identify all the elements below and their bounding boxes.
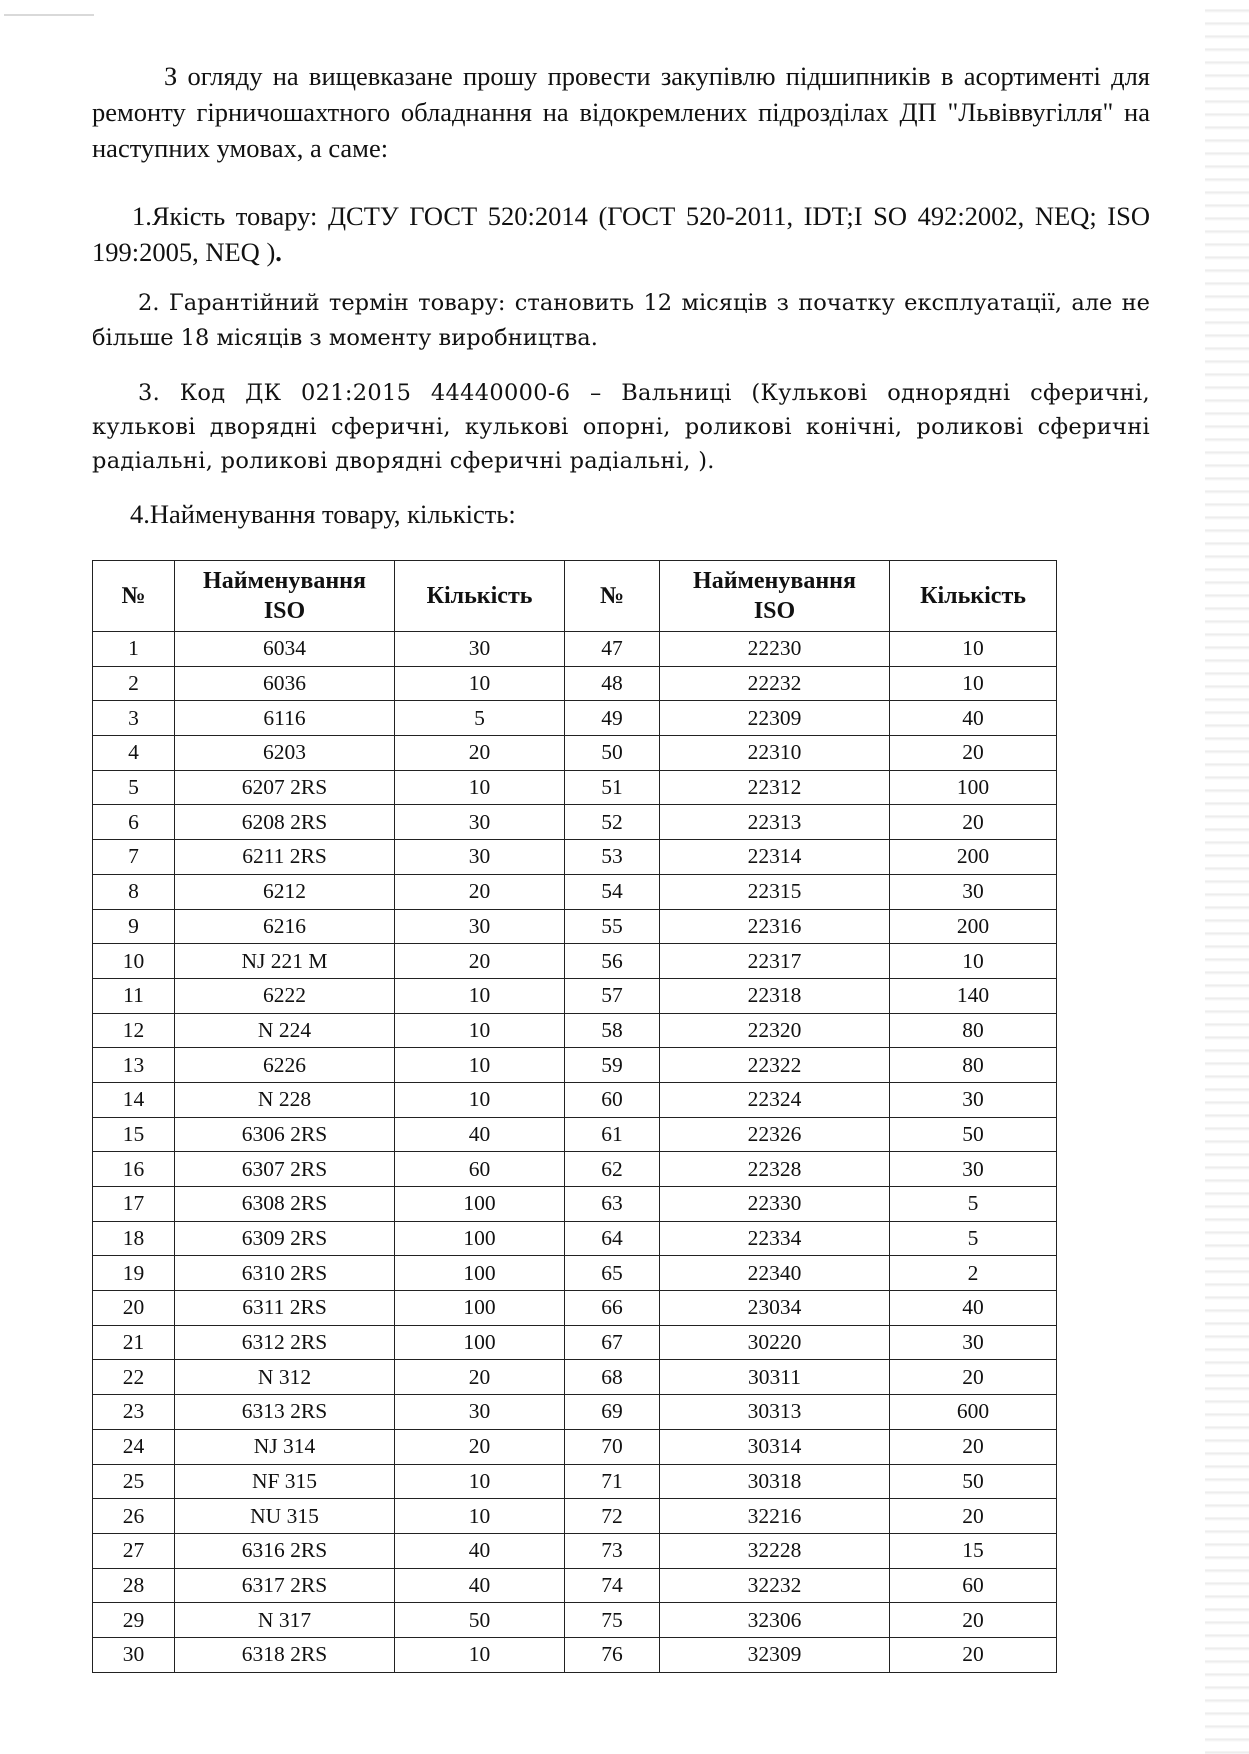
- cell-quantity-2: 30: [890, 1152, 1057, 1187]
- cell-number-2: 55: [565, 909, 660, 944]
- cell-quantity: 30: [395, 805, 565, 840]
- cell-name-iso: 6203: [175, 736, 395, 771]
- cell-quantity: 10: [395, 1013, 565, 1048]
- cell-quantity-2: 50: [890, 1117, 1057, 1152]
- cell-quantity: 10: [395, 1637, 565, 1672]
- cell-number-2: 61: [565, 1117, 660, 1152]
- cell-quantity: 50: [395, 1603, 565, 1638]
- cell-quantity: 10: [395, 770, 565, 805]
- cell-quantity-2: 80: [890, 1013, 1057, 1048]
- cell-number: 6: [93, 805, 175, 840]
- clause-quality: [92, 198, 1150, 270]
- cell-name-iso: 6306 2RS: [175, 1117, 395, 1152]
- cell-name-iso: 6226: [175, 1048, 395, 1083]
- table-row: [93, 874, 1057, 909]
- cell-number: 18: [93, 1221, 175, 1256]
- cell-number: 27: [93, 1533, 175, 1568]
- cell-number-2: 56: [565, 944, 660, 979]
- cell-quantity: 10: [395, 978, 565, 1013]
- cell-number-2: 73: [565, 1533, 660, 1568]
- table-row: [93, 1221, 1057, 1256]
- clause-quality-suffix: .: [275, 237, 282, 267]
- cell-number-2: 52: [565, 805, 660, 840]
- table-row: [93, 1082, 1057, 1117]
- table-row: [93, 1291, 1057, 1326]
- intro-paragraph: З огляду на вищевказане прошу провести закупівлю підшипників в асортименті для ремонту гірничошахтного обладнання на відокремлених підрозділах ДП "Львіввугілля" на наступних умовах, а саме:: [92, 61, 1150, 163]
- cell-name-iso-2: 30314: [660, 1429, 890, 1464]
- cell-quantity-2: 20: [890, 1603, 1057, 1638]
- cell-number-2: 54: [565, 874, 660, 909]
- table-row: [93, 666, 1057, 701]
- clause-dk-code: 3. Код ДК 021:2015 44440000-6 – Вальниці (Кулькові однорядні сферичні, кулькові дворядні сферичні, кулькові опорні, роликові конічні, роликові сферичні радіальні, роликові дворядні сферичні радіальні, ).: [92, 380, 1150, 474]
- cell-number: 9: [93, 909, 175, 944]
- header-name-line: Найменування: [203, 568, 366, 594]
- cell-number-2: 62: [565, 1152, 660, 1187]
- cell-number-2: 72: [565, 1499, 660, 1534]
- cell-name-iso-2: 22230: [660, 632, 890, 667]
- items-table-body: [93, 632, 1057, 1673]
- cell-quantity: 10: [395, 1082, 565, 1117]
- table-row: [93, 1429, 1057, 1464]
- header-name-line: Найменування: [693, 568, 856, 594]
- header-iso-line: ISO: [753, 598, 796, 624]
- cell-quantity: 10: [395, 1464, 565, 1499]
- cell-number-2: 48: [565, 666, 660, 701]
- cell-number: 3: [93, 701, 175, 736]
- cell-quantity-2: 60: [890, 1568, 1057, 1603]
- cell-quantity-2: 20: [890, 1429, 1057, 1464]
- table-row: [93, 1603, 1057, 1638]
- scan-artifact: [4, 14, 94, 16]
- cell-number: 22: [93, 1360, 175, 1395]
- cell-name-iso-2: 22334: [660, 1221, 890, 1256]
- table-row: [93, 1048, 1057, 1083]
- cell-name-iso: 6211 2RS: [175, 840, 395, 875]
- cell-name-iso-2: 32228: [660, 1533, 890, 1568]
- cell-number: 10: [93, 944, 175, 979]
- cell-name-iso-2: 32232: [660, 1568, 890, 1603]
- cell-name-iso: N 312: [175, 1360, 395, 1395]
- cell-name-iso-2: 22316: [660, 909, 890, 944]
- table-row: [93, 1117, 1057, 1152]
- cell-name-iso-2: 32309: [660, 1637, 890, 1672]
- cell-name-iso: N 228: [175, 1082, 395, 1117]
- cell-quantity-2: 40: [890, 701, 1057, 736]
- cell-number: 29: [93, 1603, 175, 1638]
- cell-name-iso: N 317: [175, 1603, 395, 1638]
- cell-number: 21: [93, 1325, 175, 1360]
- cell-name-iso: NJ 314: [175, 1429, 395, 1464]
- table-row: [93, 1568, 1057, 1603]
- cell-number-2: 76: [565, 1637, 660, 1672]
- table-row: [93, 805, 1057, 840]
- cell-name-iso-2: 22330: [660, 1187, 890, 1222]
- cell-number-2: 71: [565, 1464, 660, 1499]
- cell-name-iso-2: 23034: [660, 1291, 890, 1326]
- header-name-iso-2: [660, 561, 890, 632]
- cell-name-iso-2: 22313: [660, 805, 890, 840]
- cell-name-iso-2: 22314: [660, 840, 890, 875]
- cell-name-iso: 6318 2RS: [175, 1637, 395, 1672]
- table-row: [93, 701, 1057, 736]
- cell-quantity-2: 10: [890, 666, 1057, 701]
- cell-name-iso: NU 315: [175, 1499, 395, 1534]
- clause-warranty: 2. Гарантійний термін товару: становить 12 місяців з початку експлуатації, але не більше 18 місяців з моменту виробництва.: [92, 290, 1150, 351]
- cell-name-iso: NF 315: [175, 1464, 395, 1499]
- cell-name-iso-2: 22322: [660, 1048, 890, 1083]
- cell-name-iso: 6312 2RS: [175, 1325, 395, 1360]
- cell-name-iso: 6308 2RS: [175, 1187, 395, 1222]
- cell-quantity: 100: [395, 1256, 565, 1291]
- cell-number-2: 51: [565, 770, 660, 805]
- table-row: [93, 840, 1057, 875]
- cell-quantity: 20: [395, 736, 565, 771]
- cell-quantity-2: 20: [890, 736, 1057, 771]
- cell-number-2: 57: [565, 978, 660, 1013]
- cell-name-iso: N 224: [175, 1013, 395, 1048]
- table-row: [93, 1256, 1057, 1291]
- cell-number-2: 70: [565, 1429, 660, 1464]
- header-quantity: Кількість: [395, 561, 565, 632]
- cell-quantity-2: 100: [890, 770, 1057, 805]
- cell-quantity: 30: [395, 840, 565, 875]
- cell-name-iso: 6316 2RS: [175, 1533, 395, 1568]
- cell-quantity: 30: [395, 909, 565, 944]
- cell-name-iso-2: 22317: [660, 944, 890, 979]
- cell-name-iso-2: 32216: [660, 1499, 890, 1534]
- cell-quantity-2: 5: [890, 1187, 1057, 1222]
- cell-number: 17: [93, 1187, 175, 1222]
- cell-number: 14: [93, 1082, 175, 1117]
- cell-quantity: 60: [395, 1152, 565, 1187]
- cell-name-iso-2: 22326: [660, 1117, 890, 1152]
- cell-quantity: 100: [395, 1187, 565, 1222]
- cell-name-iso: NJ 221 M: [175, 944, 395, 979]
- cell-number-2: 64: [565, 1221, 660, 1256]
- cell-number: 4: [93, 736, 175, 771]
- cell-name-iso: 6216: [175, 909, 395, 944]
- cell-number-2: 59: [565, 1048, 660, 1083]
- cell-quantity: 10: [395, 1048, 565, 1083]
- cell-name-iso: 6208 2RS: [175, 805, 395, 840]
- table-row: [93, 1499, 1057, 1534]
- cell-name-iso-2: 30318: [660, 1464, 890, 1499]
- cell-number: 24: [93, 1429, 175, 1464]
- header-number-2: №: [565, 561, 660, 632]
- scan-edge-strip: [1205, 0, 1249, 1754]
- cell-number: 23: [93, 1395, 175, 1430]
- cell-quantity-2: 10: [890, 944, 1057, 979]
- cell-quantity-2: 30: [890, 1325, 1057, 1360]
- cell-name-iso: 6212: [175, 874, 395, 909]
- cell-name-iso: 6207 2RS: [175, 770, 395, 805]
- cell-quantity: 100: [395, 1325, 565, 1360]
- cell-number: 28: [93, 1568, 175, 1603]
- table-row: [93, 1464, 1057, 1499]
- cell-quantity: 30: [395, 1395, 565, 1430]
- table-row: [93, 736, 1057, 771]
- cell-number-2: 58: [565, 1013, 660, 1048]
- cell-number-2: 69: [565, 1395, 660, 1430]
- cell-number-2: 49: [565, 701, 660, 736]
- table-row: [93, 1325, 1057, 1360]
- header-number: №: [93, 561, 175, 632]
- cell-number: 13: [93, 1048, 175, 1083]
- header-name-iso: [175, 561, 395, 632]
- cell-number: 2: [93, 666, 175, 701]
- cell-quantity: 20: [395, 944, 565, 979]
- cell-quantity: 100: [395, 1291, 565, 1326]
- cell-name-iso: 6116: [175, 701, 395, 736]
- table-row: [93, 909, 1057, 944]
- cell-name-iso-2: 32306: [660, 1603, 890, 1638]
- cell-number-2: 67: [565, 1325, 660, 1360]
- cell-number: 25: [93, 1464, 175, 1499]
- cell-number-2: 50: [565, 736, 660, 771]
- cell-number: 20: [93, 1291, 175, 1326]
- table-row: [93, 1637, 1057, 1672]
- cell-quantity: 20: [395, 1429, 565, 1464]
- cell-name-iso-2: 22315: [660, 874, 890, 909]
- cell-quantity: 40: [395, 1533, 565, 1568]
- clause-items-heading: 4.Найменування товару, кількість:: [130, 499, 516, 529]
- cell-name-iso-2: 30313: [660, 1395, 890, 1430]
- table-row: [93, 978, 1057, 1013]
- cell-number: 5: [93, 770, 175, 805]
- cell-number-2: 68: [565, 1360, 660, 1395]
- clause-quality-text: 1.Якість товару: ДСТУ ГОСТ 520:2014 (ГОСТ 520-2011, IDT;I SO 492:2002, NEQ; ISO 199:2005, NEQ ): [92, 201, 1150, 267]
- cell-quantity-2: 10: [890, 632, 1057, 667]
- cell-quantity-2: 80: [890, 1048, 1057, 1083]
- cell-quantity: 30: [395, 632, 565, 667]
- cell-name-iso: 6313 2RS: [175, 1395, 395, 1430]
- cell-name-iso: 6034: [175, 632, 395, 667]
- table-row: [93, 1152, 1057, 1187]
- cell-quantity-2: 50: [890, 1464, 1057, 1499]
- cell-name-iso-2: 22328: [660, 1152, 890, 1187]
- cell-quantity-2: 30: [890, 1082, 1057, 1117]
- cell-number: 12: [93, 1013, 175, 1048]
- table-row: [93, 1187, 1057, 1222]
- cell-name-iso: 6222: [175, 978, 395, 1013]
- cell-name-iso: 6310 2RS: [175, 1256, 395, 1291]
- cell-quantity-2: 2: [890, 1256, 1057, 1291]
- cell-number-2: 65: [565, 1256, 660, 1291]
- table-row: [93, 632, 1057, 667]
- cell-number-2: 75: [565, 1603, 660, 1638]
- cell-quantity: 20: [395, 874, 565, 909]
- cell-number-2: 47: [565, 632, 660, 667]
- cell-name-iso-2: 22232: [660, 666, 890, 701]
- cell-quantity: 100: [395, 1221, 565, 1256]
- cell-number: 19: [93, 1256, 175, 1291]
- cell-number: 26: [93, 1499, 175, 1534]
- cell-quantity-2: 140: [890, 978, 1057, 1013]
- cell-name-iso: 6311 2RS: [175, 1291, 395, 1326]
- cell-quantity-2: 40: [890, 1291, 1057, 1326]
- cell-quantity: 5: [395, 701, 565, 736]
- cell-number: 1: [93, 632, 175, 667]
- cell-number: 30: [93, 1637, 175, 1672]
- cell-quantity-2: 15: [890, 1533, 1057, 1568]
- cell-name-iso-2: 22320: [660, 1013, 890, 1048]
- cell-number-2: 63: [565, 1187, 660, 1222]
- cell-name-iso: 6036: [175, 666, 395, 701]
- cell-quantity-2: 30: [890, 874, 1057, 909]
- table-row: [93, 1395, 1057, 1430]
- cell-quantity-2: 20: [890, 1637, 1057, 1672]
- cell-number: 16: [93, 1152, 175, 1187]
- cell-number-2: 66: [565, 1291, 660, 1326]
- cell-name-iso-2: 22318: [660, 978, 890, 1013]
- cell-name-iso-2: 30220: [660, 1325, 890, 1360]
- table-row: [93, 1533, 1057, 1568]
- cell-name-iso-2: 22312: [660, 770, 890, 805]
- cell-number-2: 60: [565, 1082, 660, 1117]
- cell-quantity-2: 200: [890, 840, 1057, 875]
- cell-quantity: 40: [395, 1568, 565, 1603]
- cell-number: 8: [93, 874, 175, 909]
- cell-name-iso: 6317 2RS: [175, 1568, 395, 1603]
- table-row: [93, 1013, 1057, 1048]
- table-row: [93, 944, 1057, 979]
- cell-quantity-2: 20: [890, 805, 1057, 840]
- table-row: [93, 770, 1057, 805]
- cell-name-iso-2: 22310: [660, 736, 890, 771]
- cell-quantity-2: 20: [890, 1499, 1057, 1534]
- cell-quantity: 10: [395, 666, 565, 701]
- table-header-row: [93, 561, 1057, 632]
- cell-name-iso: 6309 2RS: [175, 1221, 395, 1256]
- header-iso-line: ISO: [263, 598, 306, 624]
- cell-number-2: 53: [565, 840, 660, 875]
- cell-quantity: 40: [395, 1117, 565, 1152]
- cell-number: 15: [93, 1117, 175, 1152]
- cell-number: 7: [93, 840, 175, 875]
- cell-name-iso-2: 22340: [660, 1256, 890, 1291]
- cell-name-iso-2: 22309: [660, 701, 890, 736]
- cell-quantity-2: 5: [890, 1221, 1057, 1256]
- cell-name-iso-2: 22324: [660, 1082, 890, 1117]
- cell-name-iso: 6307 2RS: [175, 1152, 395, 1187]
- cell-number: 11: [93, 978, 175, 1013]
- cell-number-2: 74: [565, 1568, 660, 1603]
- items-table: [92, 560, 1057, 1673]
- cell-quantity-2: 600: [890, 1395, 1057, 1430]
- table-row: [93, 1360, 1057, 1395]
- header-quantity-2: Кількість: [890, 561, 1057, 632]
- cell-quantity: 20: [395, 1360, 565, 1395]
- cell-quantity-2: 200: [890, 909, 1057, 944]
- cell-quantity-2: 20: [890, 1360, 1057, 1395]
- cell-quantity: 10: [395, 1499, 565, 1534]
- cell-name-iso-2: 30311: [660, 1360, 890, 1395]
